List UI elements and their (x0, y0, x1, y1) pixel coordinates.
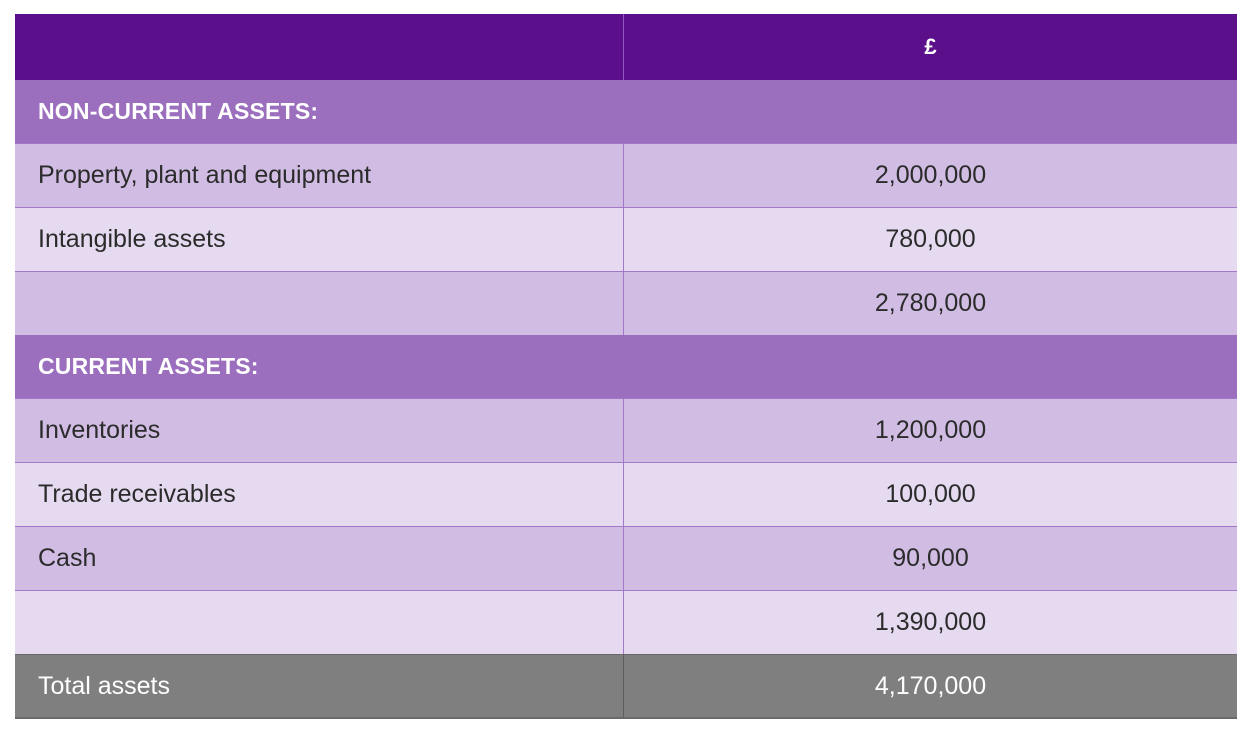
table-header-row (15, 14, 1237, 80)
non-current-assets-heading: NON-CURRENT ASSETS: (15, 80, 624, 143)
section-value-cell (624, 335, 1237, 398)
table-row (15, 143, 1237, 207)
subtotal-label-cell (15, 272, 624, 335)
section-heading-row (15, 80, 1237, 143)
total-label: Total assets (15, 655, 624, 717)
section-heading-row (15, 335, 1237, 398)
total-row (15, 654, 1237, 719)
row-value: 780,000 (885, 225, 976, 253)
row-value: 2,000,000 (874, 161, 987, 189)
row-label: Property, plant and equipment (15, 144, 624, 207)
row-value: 100,000 (885, 480, 976, 508)
header-label-cell (15, 14, 624, 80)
currency-header: £ (924, 34, 937, 59)
row-label: Trade receivables (15, 463, 624, 526)
table-row (15, 398, 1237, 462)
row-value: 1,200,000 (874, 416, 987, 444)
table-row (15, 526, 1237, 590)
subtotal-value: 2,780,000 (874, 289, 987, 317)
balance-sheet-table (15, 14, 1237, 719)
row-value: 90,000 (892, 544, 969, 572)
current-assets-heading: CURRENT ASSETS: (15, 335, 624, 398)
subtotal-row (15, 271, 1237, 335)
table-row (15, 462, 1237, 526)
subtotal-label-cell (15, 591, 624, 654)
row-label: Inventories (15, 399, 624, 462)
subtotal-value: 1,390,000 (874, 608, 987, 636)
subtotal-row (15, 590, 1237, 654)
section-value-cell (624, 80, 1237, 143)
row-label: Intangible assets (15, 208, 624, 271)
total-value: 4,170,000 (874, 671, 987, 700)
table-row (15, 207, 1237, 271)
row-label: Cash (15, 527, 624, 590)
